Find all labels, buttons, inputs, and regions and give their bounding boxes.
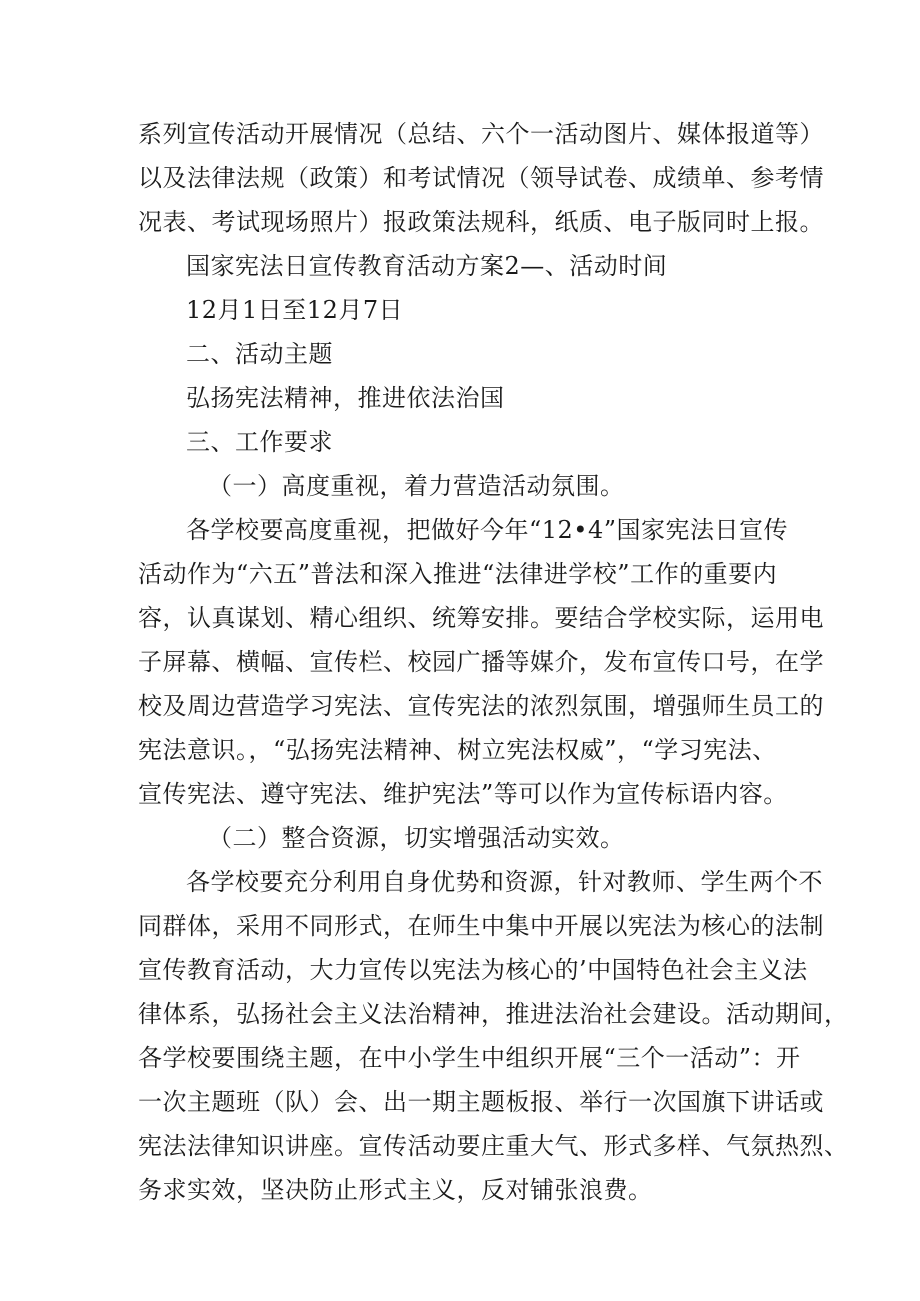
text-line: 12月1日至12月7日: [186, 296, 404, 324]
text-line: 宣传教育活动，大力宣传以宪法为核心的’中国特色社会主义法: [138, 956, 808, 984]
text-line: 国家宪法日宣传教育活动方案2—、活动时间: [186, 252, 668, 280]
text-line: 务求实效，坚决防止形式主义，反对铺张浪费。: [138, 1176, 653, 1204]
text-line: 宪法意识。，“弘扬宪法精神、树立宪法权威”，“学习宪法、: [138, 736, 777, 764]
text-line: 三、工作要求: [186, 428, 333, 456]
text-line: 况表、考试现场照片）报政策法规科，纸质、电子版同时上报。: [138, 208, 824, 236]
text-line: 宪法法律知识讲座。宣传活动要庄重大气、形式多样、气氛热烈、: [138, 1132, 849, 1160]
text-line: 各学校要充分利用自身优势和资源，针对教师、学生两个不: [186, 868, 823, 896]
text-line: 宣传宪法、遵守宪法、维护宪法”等可以作为宣传标语内容。: [138, 780, 788, 808]
heading-work-requirements: [138, 420, 788, 464]
text-line: 各学校要高度重视，把做好今年“12•4”国家宪法日宣传: [186, 516, 789, 544]
paragraph-integrate-resources: [138, 860, 849, 1212]
heading-plan-title: [138, 244, 788, 288]
activity-time: [138, 288, 788, 332]
text-line: 弘扬宪法精神，推进依法治国: [186, 384, 505, 412]
subheading-high-attention: [138, 464, 788, 508]
text-line: 活动作为“六五”普法和深入推进“法律进学校”工作的重要内: [138, 560, 778, 588]
text-line: （一）高度重视，着力营造活动氛围。: [208, 472, 625, 500]
text-line: 以及法律法规（政策）和考试情况（领导试卷、成绩单、参考情: [138, 164, 824, 192]
text-line: 同群体，采用不同形式，在师生中集中开展以宪法为核心的法制: [138, 912, 824, 940]
heading-activity-theme: [138, 332, 788, 376]
text-line: 系列宣传活动开展情况（总结、六个一活动图片、媒体报道等）: [138, 120, 824, 148]
text-line: 各学校要围绕主题，在中小学生中组织开展“三个一活动”：开: [138, 1044, 801, 1072]
text-line: 校及周边营造学习宪法、宣传宪法的浓烈氛围，增强师生员工的: [138, 692, 824, 720]
text-line: 子屏幕、横幅、宣传栏、校园广播等媒介，发布宣传口号，在学: [138, 648, 824, 676]
text-line: 容，认真谋划、精心组织、统筹安排。要结合学校实际，运用电: [138, 604, 824, 632]
document-page: [138, 112, 849, 1212]
text-line: 律体系，弘扬社会主义法治精神，推进法治社会建设。活动期间，: [138, 1000, 849, 1028]
paragraph-report-submission: [138, 112, 824, 244]
activity-theme: [138, 376, 788, 420]
text-line: 一次主题班（队）会、出一期主题板报、举行一次国旗下讲话或: [138, 1088, 824, 1116]
text-line: （二）整合资源，切实增强活动实效。: [208, 824, 625, 852]
subheading-integrate-resources: [138, 816, 788, 860]
text-line: 二、活动主题: [186, 340, 333, 368]
paragraph-high-attention: [138, 508, 824, 816]
